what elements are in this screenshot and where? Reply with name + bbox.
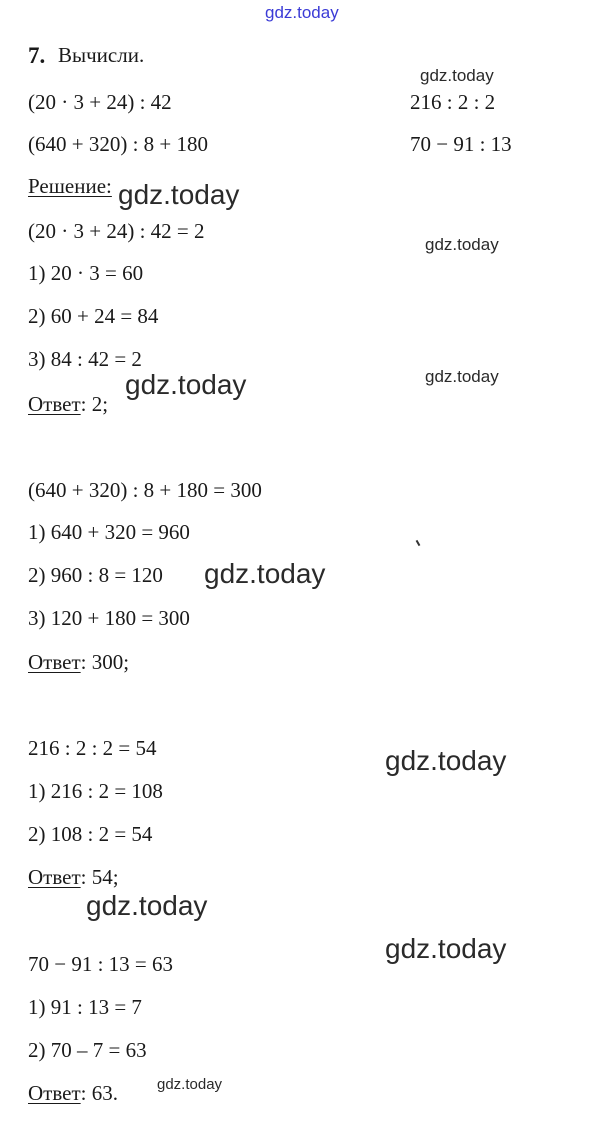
watermark: gdz.today	[385, 933, 507, 964]
solution-label: Решение:	[28, 174, 112, 198]
task-number: 7.	[28, 43, 46, 68]
solution-expression: 216 : 2 : 2 = 54	[28, 736, 157, 760]
answer-value: : 300;	[80, 650, 130, 674]
watermark: gdz.today	[125, 369, 247, 400]
watermark: gdz.today	[420, 66, 494, 85]
answer-line	[28, 867, 119, 888]
solution-step: 1) 20 · 3 = 60	[28, 261, 144, 285]
watermark: gdz.today	[86, 890, 208, 921]
answer-label: Ответ	[28, 650, 81, 674]
solution-step: 1) 216 : 2 = 108	[28, 779, 163, 803]
watermark-top: gdz.today	[265, 3, 339, 22]
answer-label: Ответ	[28, 1081, 81, 1105]
answer-label: Ответ	[28, 392, 81, 416]
solution-step: 2) 960 : 8 = 120	[28, 563, 163, 587]
answer-line	[28, 652, 129, 673]
solution-expression: (20 · 3 + 24) : 42 = 2	[28, 219, 205, 243]
task-expression: (640 + 320) : 8 + 180	[28, 132, 209, 156]
solution-step: 3) 120 + 180 = 300	[28, 606, 190, 630]
task-expression: 70 − 91 : 13	[410, 132, 512, 156]
solution-step: 2) 70 – 7 = 63	[28, 1038, 147, 1062]
solution-step: 2) 108 : 2 = 54	[28, 822, 153, 846]
solution-step: 2) 60 + 24 = 84	[28, 304, 159, 328]
watermark: gdz.today	[157, 1076, 223, 1093]
task-expression: 216 : 2 : 2	[410, 90, 496, 114]
solution-step: 3) 84 : 42 = 2	[28, 347, 142, 371]
stray-mark	[416, 540, 421, 546]
answer-value: : 2;	[80, 392, 109, 416]
watermark: gdz.today	[118, 179, 240, 210]
answer-line	[28, 1083, 118, 1104]
watermark: gdz.today	[425, 235, 499, 254]
answer-value: : 63.	[80, 1081, 118, 1105]
answer-line	[28, 394, 108, 415]
solution-step: 1) 640 + 320 = 960	[28, 520, 190, 544]
watermark: gdz.today	[385, 745, 507, 776]
task-expression: (20 · 3 + 24) : 42	[28, 90, 172, 114]
solution-step: 1) 91 : 13 = 7	[28, 995, 142, 1019]
watermark: gdz.today	[204, 558, 326, 589]
solution-expression: 70 − 91 : 13 = 63	[28, 952, 174, 976]
answer-label: Ответ	[28, 865, 81, 889]
answer-value: : 54;	[80, 865, 119, 889]
watermark: gdz.today	[425, 367, 499, 386]
task-title: Вычисли.	[58, 43, 145, 67]
solution-expression: (640 + 320) : 8 + 180 = 300	[28, 478, 262, 502]
